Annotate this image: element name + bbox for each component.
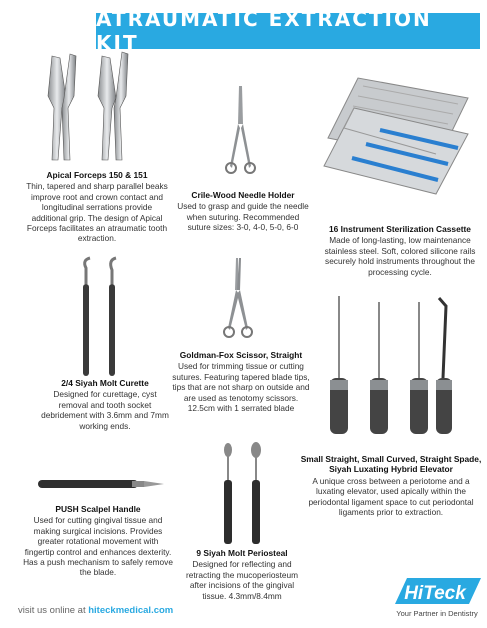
item-description: A unique cross between a periotome and a luxating elevator, used apically within the periodontal ligament space to cut periodontal ligaments prior to extraction. bbox=[308, 475, 474, 518]
scalpel-item bbox=[22, 504, 174, 578]
logo-tagline: Your Partner in Dentistry bbox=[396, 609, 478, 618]
item-description: Used to grasp and guide the needle when suturing. Recommended suture sizes: 3-0, 4-0, 5-0, 6-0 bbox=[177, 201, 309, 233]
title-banner bbox=[96, 7, 480, 55]
item-description: Designed for reflecting and retracting the mucoperiosteum after incisions of the gingival tissue. 4.3mm/8.4mm bbox=[185, 559, 299, 601]
apical-forceps-image bbox=[30, 48, 150, 168]
item-description: Used for cutting gingival tissue and making surgical incisions. Provides greater rotational movement with fingertip control and enhances dexterity. Has a push mechanism to safely remove the blade. bbox=[23, 515, 173, 578]
item-description: Made of long-lasting, low maintenance stainless steel. Soft, colored silicone rails securely hold instruments throughout the processing cycle. bbox=[324, 235, 476, 277]
scalpel-handle-image bbox=[36, 474, 166, 494]
item-title: Small Straight, Small Curved, Straight Spade, Siyah Luxating Hybrid Elevator bbox=[300, 454, 482, 475]
website-link[interactable]: hiteckmedical.com bbox=[88, 605, 174, 616]
curette-item bbox=[40, 378, 170, 431]
needle-holder-item bbox=[175, 190, 311, 233]
curette-image bbox=[72, 254, 128, 378]
periosteal-item bbox=[178, 548, 306, 601]
item-title: Apical Forceps 150 & 151 bbox=[46, 170, 148, 180]
cassette-item bbox=[316, 224, 484, 277]
luxating-elevator-image bbox=[316, 288, 466, 448]
item-title: Crile-Wood Needle Holder bbox=[191, 190, 295, 200]
footer-prefix: visit us online at bbox=[18, 605, 86, 616]
periosteal-image bbox=[208, 440, 274, 546]
item-description: Thin, tapered and sharp parallel beaks improve root and crown contact and longitudinal serrations provide additional grip. The design of Apical Forceps facilitates an atraumatic tooth extraction. bbox=[26, 181, 168, 244]
item-description: Used for trimming tissue or cutting sutures. Featuring tapered blade tips, tips that are not sharp on outside and are used as tenotomy scissors. 12.5cm with 1 serrated blade bbox=[172, 361, 310, 414]
hiteck-logo-mark bbox=[385, 574, 483, 622]
item-title: Goldman-Fox Scissor, Straight bbox=[179, 350, 303, 360]
hiteck-logo bbox=[385, 574, 483, 622]
item-description: Designed for curettage, cyst removal and tooth socket debridement with 3.6mm and 7mm working ends. bbox=[41, 389, 169, 431]
item-title: 2/4 Siyah Molt Curette bbox=[61, 378, 149, 388]
item-title: 16 Instrument Sterilization Cassette bbox=[329, 224, 471, 234]
item-title: 9 Siyah Molt Periosteal bbox=[196, 548, 288, 558]
footer-website bbox=[18, 605, 173, 616]
item-title: PUSH Scalpel Handle bbox=[55, 504, 141, 514]
sterilization-cassette-image bbox=[318, 68, 478, 220]
logo-name: HiTeck bbox=[404, 583, 466, 604]
needle-holder-image bbox=[224, 84, 258, 174]
apical-forceps-item bbox=[24, 170, 170, 244]
goldman-fox-scissor-image bbox=[222, 256, 254, 340]
page-title: ATRAUMATIC EXTRACTION KIT bbox=[96, 7, 432, 55]
scissor-item bbox=[172, 350, 310, 413]
elevator-item bbox=[300, 454, 482, 517]
